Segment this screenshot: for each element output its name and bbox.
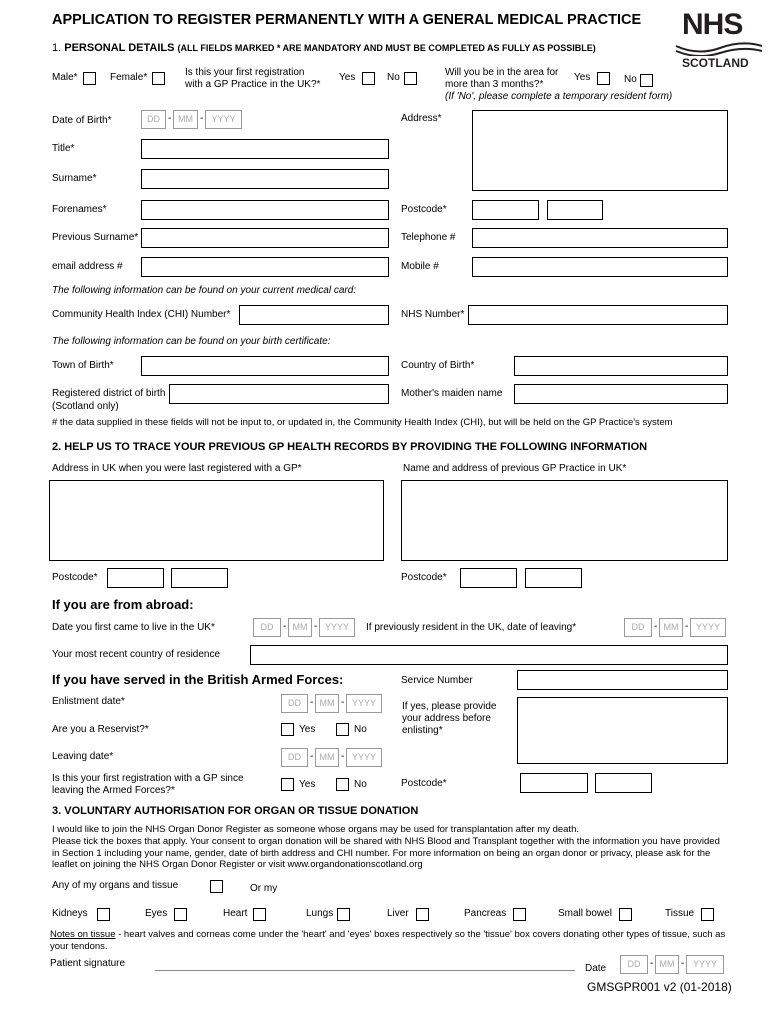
service-number-input[interactable] (517, 670, 728, 690)
first-reg-label-2: with a GP Practice in the UK?* (185, 79, 321, 90)
tissue-notes-text: - heart valves and corneas come under the 'heart' and 'eyes' boxes respectively so the 'tissue' box covers donating other types of tissue, such as your tendons. (50, 929, 726, 952)
date-dash: - (650, 958, 654, 969)
first-since-no-checkbox[interactable] (336, 778, 349, 791)
dob-month-input[interactable]: MM (173, 110, 198, 129)
s3-para1: I would like to join the NHS Organ Donor Register as someone whose organs may be used for transplantation after my death. (52, 824, 579, 835)
organ-label-liver: Liver (387, 908, 409, 919)
male-checkbox[interactable] (83, 72, 96, 85)
leaving-date-day[interactable]: DD (281, 748, 308, 767)
mobile-input[interactable] (472, 257, 728, 277)
maiden-input[interactable] (514, 384, 728, 404)
form-title: APPLICATION TO REGISTER PERMANENTLY WITH A GENERAL MEDICAL PRACTICE (52, 12, 642, 28)
sig-date-month[interactable]: MM (655, 955, 679, 974)
area-label-2: more than 3 months?* (445, 79, 544, 90)
addr-uk-textarea[interactable] (49, 480, 384, 561)
telephone-label: Telephone # (401, 232, 456, 243)
leaving-date-year[interactable]: YYYY (346, 748, 382, 767)
dob-dash: - (168, 113, 172, 124)
prev-gp-textarea[interactable] (401, 480, 728, 561)
reservist-no-checkbox[interactable] (336, 723, 349, 736)
leaving-date-label: Leaving date* (52, 751, 114, 762)
date-dash: - (685, 621, 689, 632)
tissue-notes-label: Notes on tissue (50, 929, 116, 940)
dob-day-input[interactable]: DD (141, 110, 166, 129)
logo-sub: SCOTLAND (682, 56, 749, 70)
date-dash: - (654, 621, 658, 632)
title-label: Title* (52, 143, 75, 154)
first-came-year[interactable]: YYYY (319, 618, 355, 637)
first-came-day[interactable]: DD (253, 618, 281, 637)
organ-label-eyes: Eyes (145, 908, 168, 919)
leaving-uk-year[interactable]: YYYY (690, 618, 726, 637)
any-organs-label: Any of my organs and tissue (52, 880, 179, 891)
sig-date-year[interactable]: YYYY (686, 955, 724, 974)
area-no-checkbox[interactable] (640, 74, 653, 87)
organ-label-pancreas: Pancreas (464, 908, 507, 919)
date-dash: - (341, 697, 345, 708)
title-input[interactable] (141, 139, 389, 159)
nhs-scotland-logo (674, 8, 764, 72)
logo-main: NHS (682, 8, 743, 41)
female-label: Female* (110, 72, 148, 83)
s2-postcode-right-input-1[interactable] (460, 568, 517, 588)
first-since-yes-label: Yes (299, 779, 316, 790)
area-no-label: No (624, 74, 637, 85)
dob-label: Date of Birth* (52, 115, 112, 126)
country-birth-label: Country of Birth* (401, 360, 475, 371)
address-textarea[interactable] (472, 110, 728, 191)
forenames-label: Forenames* (52, 204, 107, 215)
date-dash: - (341, 751, 345, 762)
postcode-input-1[interactable] (472, 200, 539, 220)
prev-resident-label: If previously resident in the UK, date of leaving* (366, 622, 577, 633)
organ-checkbox-pancreas[interactable] (513, 908, 526, 921)
address-label: Address* (401, 113, 442, 124)
country-birth-input[interactable] (514, 356, 728, 376)
postcode-input-2[interactable] (547, 200, 603, 220)
area-yes-checkbox[interactable] (597, 72, 610, 85)
med-card-note: The following information can be found on your current medical card: (52, 285, 357, 296)
any-organs-checkbox[interactable] (210, 880, 223, 893)
organ-checkbox-tissue[interactable] (701, 908, 714, 921)
first-reg-yes-label: Yes (339, 72, 356, 83)
postcode-label: Postcode* (401, 204, 447, 215)
birth-cert-note: The following information can be found on your birth certificate: (52, 336, 331, 347)
area-note: (If 'No', please complete a temporary resident form) (445, 91, 673, 102)
chi-input[interactable] (239, 305, 389, 325)
first-since-no-label: No (354, 779, 367, 790)
email-input[interactable] (141, 257, 389, 277)
dob-dash: - (200, 113, 204, 124)
date-dash: - (310, 697, 314, 708)
logo-waves-icon (674, 42, 764, 56)
date-dash: - (314, 621, 318, 632)
s2-postcode-right-input-2[interactable] (525, 568, 582, 588)
first-since-yes-checkbox[interactable] (281, 778, 294, 791)
enlistment-month[interactable]: MM (315, 694, 339, 713)
signature-label: Patient signature (50, 958, 126, 969)
section2-title: 2. HELP US TO TRACE YOUR PREVIOUS GP HEALTH RECORDS BY PROVIDING THE FOLLOWING INFORMATION (52, 441, 648, 453)
if-yes-label-1: If yes, please provide (402, 701, 497, 712)
surname-input[interactable] (141, 169, 389, 189)
section1-num: 1. (52, 42, 62, 54)
prev-surname-input[interactable] (141, 228, 389, 248)
dob-year-input[interactable]: YYYY (205, 110, 242, 129)
organ-checkbox-kidneys[interactable] (97, 908, 110, 921)
organ-checkbox-lungs[interactable] (337, 908, 350, 921)
first-reg-label-1: Is this your first registration (185, 67, 305, 78)
organ-label-small-bowel: Small bowel (558, 908, 612, 919)
telephone-input[interactable] (472, 228, 728, 248)
organ-checkbox-small-bowel[interactable] (619, 908, 632, 921)
or-my-label: Or my (250, 883, 278, 894)
first-reg-no-checkbox[interactable] (404, 72, 417, 85)
town-birth-label: Town of Birth* (52, 360, 114, 371)
armed-postcode-input-1[interactable] (520, 773, 588, 793)
area-yes-label: Yes (574, 72, 591, 83)
first-reg-yes-checkbox[interactable] (362, 72, 375, 85)
sig-date-label: Date (585, 963, 607, 974)
hash-note: # the data supplied in these fields will not be input to, or updated in, the Community Health Index (CHI), but will be held on the GP Practice's system (52, 417, 673, 428)
surname-label: Surname* (52, 173, 97, 184)
nhs-number-input[interactable] (468, 305, 728, 325)
abroad-title: If you are from abroad: (52, 597, 194, 612)
armed-postcode-input-2[interactable] (595, 773, 652, 793)
reg-district-input[interactable] (169, 384, 389, 404)
male-label: Male* (52, 72, 78, 83)
s2-postcode-label-right: Postcode* (401, 572, 447, 583)
date-dash: - (283, 621, 287, 632)
enlistment-label: Enlistment date* (52, 696, 125, 707)
organ-checkbox-liver[interactable] (416, 908, 429, 921)
s2-postcode-label-left: Postcode* (52, 572, 98, 583)
chi-label: Community Health Index (CHI) Number* (52, 309, 231, 320)
organ-label-kidneys: Kidneys (52, 908, 88, 919)
form-code: GMSGPR001 v2 (01-2018) (587, 980, 732, 994)
section3-title: 3. VOLUNTARY AUTHORISATION FOR ORGAN OR TISSUE DONATION (52, 805, 419, 817)
recent-country-label: Your most recent country of residence (52, 649, 221, 660)
email-label: email address # (52, 261, 123, 272)
tissue-notes (50, 929, 730, 952)
organ-checkbox-eyes[interactable] (174, 908, 187, 921)
if-yes-label-2: your address before (402, 713, 491, 724)
leaving-uk-month[interactable]: MM (659, 618, 683, 637)
first-reg-no-label: No (387, 72, 400, 83)
first-since-label-1: Is this your first registration with a GP since (52, 773, 244, 784)
leaving-uk-day[interactable]: DD (624, 618, 652, 637)
town-birth-input[interactable] (141, 356, 389, 376)
prev-gp-label: Name and address of previous GP Practice in UK* (403, 463, 627, 474)
date-dash: - (681, 958, 685, 969)
nhs-number-label: NHS Number* (401, 309, 465, 320)
armed-postcode-label: Postcode* (401, 778, 447, 789)
section1-note: (ALL FIELDS MARKED * ARE MANDATORY AND MUST BE COMPLETED AS FULLY AS POSSIBLE) (177, 43, 596, 53)
section1-title: PERSONAL DETAILS (64, 42, 175, 54)
female-checkbox[interactable] (152, 72, 165, 85)
addr-uk-label: Address in UK when you were last registered with a GP* (52, 463, 302, 474)
s2-postcode-left-input-2[interactable] (171, 568, 228, 588)
date-dash: - (310, 751, 314, 762)
forenames-input[interactable] (141, 200, 389, 220)
service-number-label: Service Number (401, 675, 473, 686)
mobile-label: Mobile # (401, 261, 439, 272)
if-yes-label-3: enlisting* (402, 725, 443, 736)
s3-para2: Please tick the boxes that apply. Your consent to organ donation will be shared with NHS Blood and Transplant together with the information you have provided in Section 1 including your name, gender, date of birth address and CHI number. For more information on being an organ donor or privacy, please ask for the leaflet on joining the NHS Organ Donor Register or visit www.organdonationscotland.org (52, 836, 720, 870)
first-came-month[interactable]: MM (288, 618, 312, 637)
reg-district-label-1: Registered district of birth (52, 388, 166, 399)
organ-label-lungs: Lungs (306, 908, 334, 919)
organ-label-tissue: Tissue (665, 908, 695, 919)
maiden-label: Mother's maiden name (401, 388, 503, 399)
leaving-date-month[interactable]: MM (315, 748, 339, 767)
signature-line[interactable] (155, 970, 575, 971)
organ-checkbox-heart[interactable] (253, 908, 266, 921)
recent-country-input[interactable] (250, 645, 728, 665)
enlistment-year[interactable]: YYYY (346, 694, 382, 713)
pre-enlist-address-textarea[interactable] (517, 697, 728, 764)
first-came-label: Date you first came to live in the UK* (52, 622, 215, 633)
reservist-yes-checkbox[interactable] (281, 723, 294, 736)
organ-label-heart: Heart (223, 908, 248, 919)
section1-heading (52, 42, 596, 54)
sig-date-day[interactable]: DD (620, 955, 648, 974)
reg-district-label-2: (Scotland only) (52, 401, 119, 412)
reservist-yes-label: Yes (299, 724, 316, 735)
enlistment-day[interactable]: DD (281, 694, 308, 713)
first-since-label-2: leaving the Armed Forces?* (52, 785, 175, 796)
reservist-no-label: No (354, 724, 367, 735)
area-label-1: Will you be in the area for (445, 67, 559, 78)
s2-postcode-left-input-1[interactable] (107, 568, 164, 588)
armed-title: If you have served in the British Armed Forces: (52, 672, 344, 687)
prev-surname-label: Previous Surname* (52, 232, 139, 243)
reservist-label: Are you a Reservist?* (52, 724, 149, 735)
